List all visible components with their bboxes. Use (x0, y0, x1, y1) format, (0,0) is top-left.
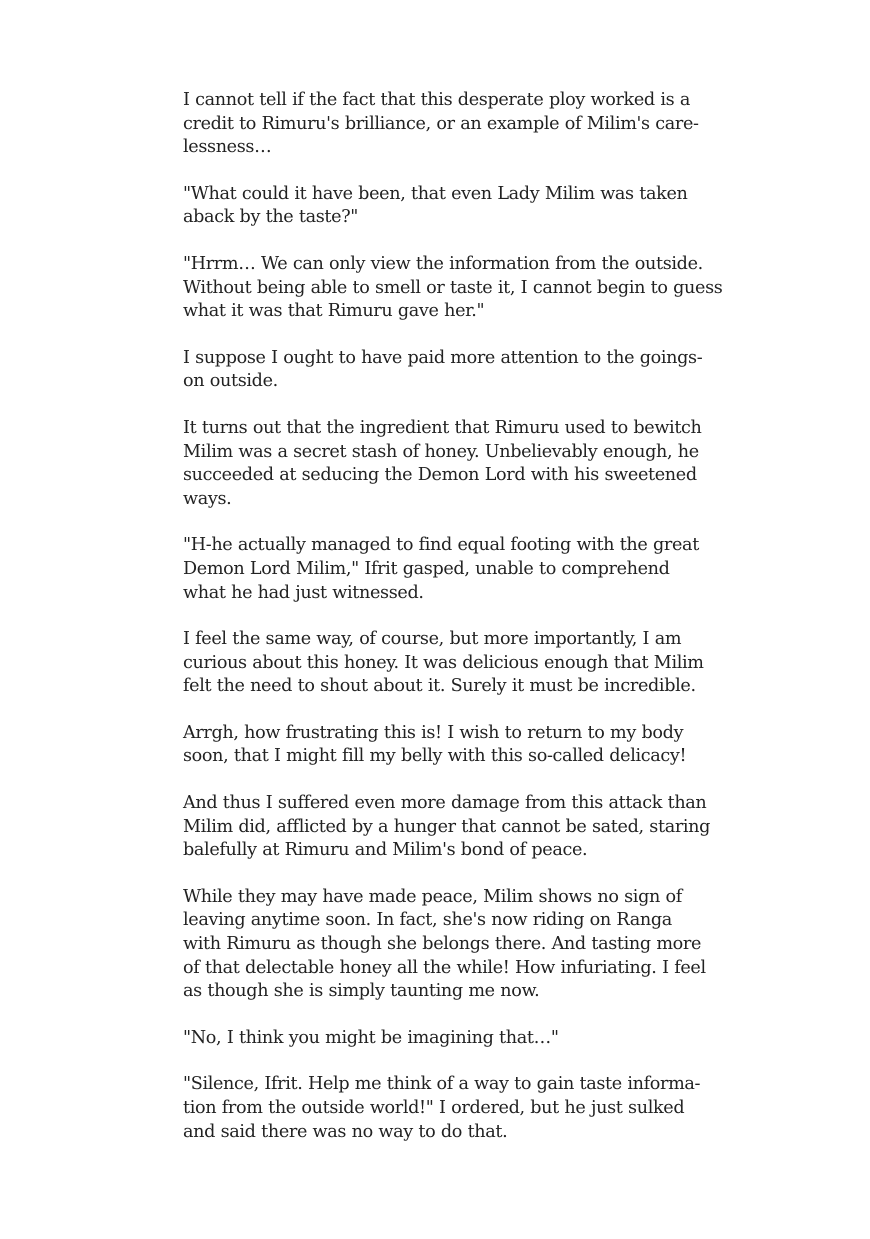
text-line: And thus I suffered even more damage from this attack than (183, 793, 707, 814)
text-line: "Hrrm… We can only view the information from the outside. (183, 253, 703, 274)
text-line: leaving anytime soon. In fact, she's now riding on Ranga (183, 910, 672, 931)
text-line: aback by the taste?" (183, 207, 359, 228)
text-line: I cannot tell if the fact that this desperate ploy worked is a (183, 90, 690, 110)
text-line: "What could it have been, that even Lady Milim was taken (183, 183, 688, 204)
text-line: ways. (183, 488, 232, 509)
text-line: Arrgh, how frustrating this is! I wish to return to my body (183, 722, 684, 743)
text-line: tion from the outside world!" I ordered, but he just sulked (183, 1098, 685, 1118)
paragraph (183, 183, 703, 230)
text-line: felt the need to shout about it. Surely it must be incredible. (183, 676, 696, 697)
paragraph (183, 347, 703, 394)
paragraph (183, 628, 703, 699)
text-line: as though she is simply taunting me now. (183, 981, 540, 1002)
text-line: on outside. (183, 371, 278, 392)
text-line: soon, that I might fill my belly with this so-called delicacy! (183, 746, 687, 767)
text-line: "No, I think you might be imagining that…" (183, 1027, 559, 1048)
paragraph (183, 1027, 703, 1051)
paragraph (183, 253, 723, 324)
text-line: and said there was no way to do that. (183, 1121, 508, 1142)
paragraph (183, 1073, 703, 1144)
text-line: I suppose I ought to have paid more attention to the goings- (183, 347, 703, 368)
text-line: It turns out that the ingredient that Rimuru used to bewitch (183, 417, 702, 438)
text-line: Milim did, afflicted by a hunger that cannot be sated, staring (183, 816, 711, 837)
text-line: what it was that Rimuru gave her." (183, 301, 485, 322)
paragraph (183, 89, 703, 160)
text-line: "H-he actually managed to find equal footing with the great (183, 535, 699, 556)
text-line: credit to Rimuru's brilliance, or an example of Milim's care- (183, 113, 699, 134)
text-line: I feel the same way, of course, but more importantly, I am (183, 629, 682, 650)
text-line: Without being able to smell or taste it, I cannot begin to guess (183, 277, 723, 298)
text-line: While they may have made peace, Milim shows no sign of (183, 886, 682, 907)
paragraph (183, 417, 703, 511)
text-line: curious about this honey. It was delicious enough that Milim (183, 652, 704, 673)
paragraph (183, 886, 706, 1004)
text-line: of that delectable honey all the while! How infuriating. I feel (183, 957, 706, 978)
text-line: balefully at Rimuru and Milim's bond of peace. (183, 840, 588, 861)
text-line: "Silence, Ifrit. Help me think of a way to gain taste informa- (183, 1074, 701, 1095)
text-line: what he had just witnessed. (183, 582, 424, 603)
text-line: Milim was a secret stash of honey. Unbelievably enough, he (183, 441, 699, 462)
text-column (183, 89, 723, 1167)
paragraph (183, 792, 711, 863)
text-line: Demon Lord Milim," Ifrit gasped, unable to comprehend (183, 558, 670, 579)
paragraph (183, 722, 703, 769)
text-line: succeeded at seducing the Demon Lord with his sweetened (183, 465, 697, 486)
text-line: with Rimuru as though she belongs there. And tasting more (183, 934, 702, 955)
paragraph (183, 534, 703, 605)
text-line: lessness… (183, 137, 272, 158)
